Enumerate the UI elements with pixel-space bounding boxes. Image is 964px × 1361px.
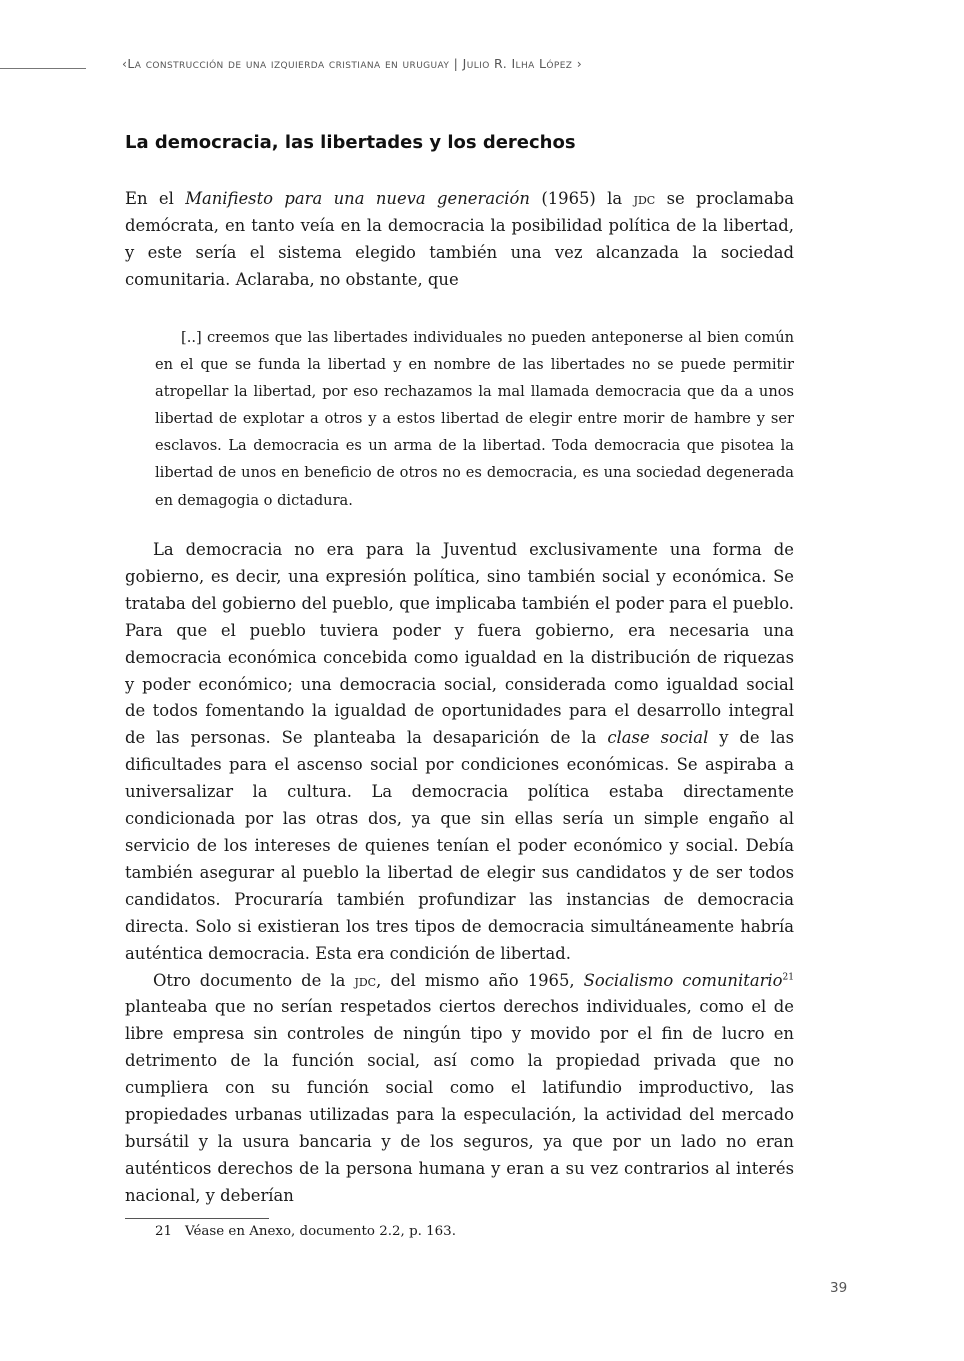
block-quote [155, 324, 794, 514]
quote-paragraph: [..] creemos que las libertades individuales no pueden anteponerse al bien común en el que se funda la libertad y en nombre de las libertades no se puede permitir atropellar la libertad, por eso rechazamos la mal llamada democracia que da a unos libertad de explotar a otros y a estos libertad de elegir entre morir de hambre y ser esclavos. La democracia es un arma de la libertad. Toda democracia que pisotea la libertad de unos en beneficio de otros no es democracia, es una sociedad degenerada en demagogia o dictadura. [155, 329, 794, 509]
footnote-ref[interactable]: 21 [782, 972, 794, 983]
para3-abbr: jdc [354, 970, 377, 990]
page-number: 39 [830, 1280, 848, 1296]
para2-text-2: y de las dificultades para el ascenso social por condiciones económicas. Se aspiraba a universalizar la cultura. La democracia política estaba directamente condicionada por las otras dos, ya que sin ellas sería un simple engaño al servicio de los intereses de quienes tenían el poder económico y social. Debía también asegurar al pueblo la libertad de elegir sus candidatos y de ser todos candidatos. Procuraría también profundizar las instancias de democracia directa. Solo si existieran los tres tipos de democracia simultáneamente habría auténtica democracia. Esta era condición de libertad. [125, 728, 794, 963]
footnote-number: 21 [155, 1224, 173, 1239]
intro-italic-title: Manifiesto para una nueva generación [185, 189, 530, 208]
main-body [125, 537, 794, 1210]
footnote [155, 1222, 456, 1242]
intro-text-2: (1965) la [529, 189, 634, 208]
intro-text-1: En el [125, 189, 186, 208]
running-header: ‹La construcción de una izquierda cristiana en uruguay | Julio R. Ilha López › [122, 56, 583, 71]
para3-italic: Socialismo comunitario [583, 970, 783, 990]
para3-text-1: Otro documento de la [153, 970, 355, 990]
paragraph-3 [125, 968, 794, 1210]
intro-paragraph [125, 186, 794, 294]
intro-block [125, 186, 794, 294]
section-title: La democracia, las libertades y los derechos [125, 132, 576, 153]
header-rule [0, 68, 86, 69]
paragraph-2 [125, 537, 794, 968]
para3-text-3: planteaba que no serían respetados ciertos derechos individuales, como el de libre empresa sin controles de ningún tipo y movido por el fin de lucro en detrimento de la función social, así como la propiedad privada que no cumpliera con su función social como el latifundio improductivo, las propiedades urbanas utilizadas para la especulación, la actividad del mercado bursátil y la usura bancaria y de los seguros, ya que por un lado no eran auténticos derechos de la persona humana y eran a su vez contrarios al interés nacional, y deberían [125, 997, 794, 1205]
para2-italic: clase social [607, 728, 709, 748]
footnote-rule [125, 1218, 269, 1219]
para2-text-1: La democracia no era para la Juventud exclusivamente una forma de gobierno, es decir, una expresión política, sino también social y económica. Se trataba del gobierno del pueblo, que implicaba también el poder para el pueblo. Para que el pueblo tuviera poder y fuera gobierno, era necesaria una democracia económica concebida como igualdad en la distribución de riquezas y poder económico; una democracia social, considerada como igualdad social de todos fomentando la igualdad de oportunidades para el desarrollo integral de las personas. Se planteaba la desaparición de la [125, 540, 794, 748]
para3-text-2: , del mismo año 1965, [376, 970, 584, 990]
intro-text-3: se proclamaba demócrata, en tanto veía en la democracia la posibilidad política de la libertad, y este sería el sistema elegido también una vez alcanzada la sociedad comunitaria. Aclaraba, no obstante, que [125, 189, 795, 289]
intro-abbr: jdc [633, 189, 656, 208]
footnote-text: Véase en Anexo, documento 2.2, p. 163. [185, 1224, 456, 1239]
